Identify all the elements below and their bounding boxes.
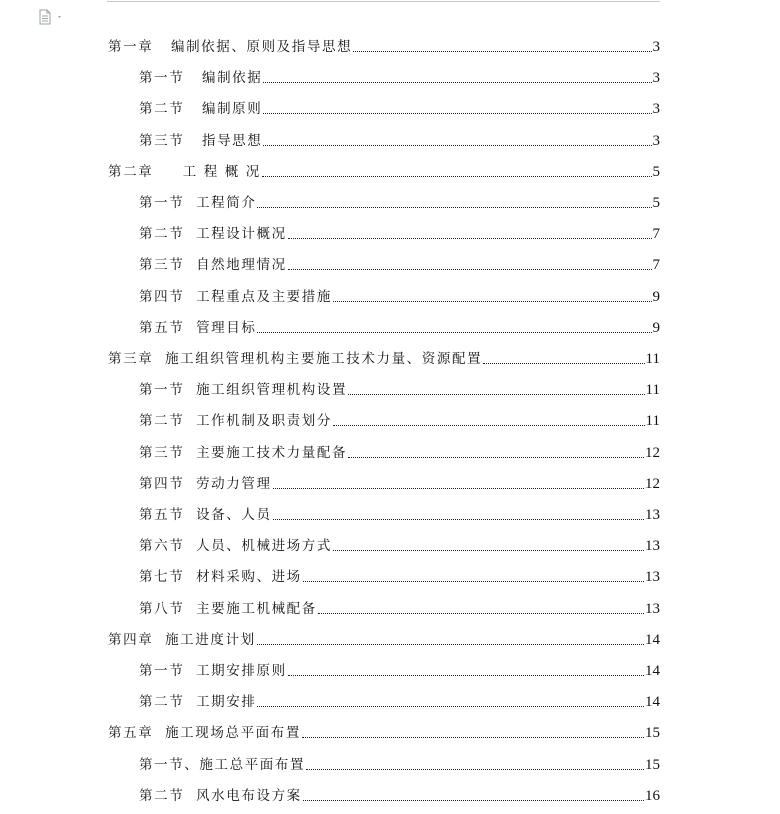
toc-entry-title: 第一节 工程简介 — [139, 195, 257, 211]
toc-entry-title: 第三章 施工组织管理机构主要施工技术力量、资源配置 — [108, 351, 483, 367]
toc-dot-leader — [333, 300, 652, 302]
toc-page-number: 12 — [645, 444, 660, 461]
toc-section-entry[interactable] — [139, 96, 660, 118]
toc-section-entry[interactable] — [139, 596, 660, 618]
toc-dot-leader — [288, 237, 652, 239]
toc-page-number: 9 — [652, 288, 660, 305]
toc-page-number: 3 — [652, 101, 660, 118]
toc-section-entry[interactable] — [139, 315, 660, 337]
toc-section-entry[interactable] — [139, 783, 660, 805]
toc-page-number: 13 — [645, 507, 660, 523]
toc-entry-title: 第一节 工期安排原则 — [139, 663, 287, 679]
toc-page-number: 14 — [645, 631, 660, 648]
toc-dot-leader — [348, 456, 644, 458]
toc-page-number: 11 — [645, 382, 660, 399]
toc-entry-title: 第二章 工 程 概 况 — [108, 163, 261, 180]
toc-entry-title: 第一节 编制依据 — [139, 70, 263, 87]
toc-entry-title: 第三节 指导思想 — [139, 132, 263, 149]
toc-entry-title: 第二节 工作机制及职责划分 — [139, 413, 332, 430]
toc-entry-title: 第二节 工期安排 — [139, 694, 257, 711]
toc-page-number: 11 — [645, 413, 660, 430]
toc-dot-leader — [263, 81, 651, 83]
toc-dot-leader — [483, 362, 644, 364]
toc-page-number: 13 — [645, 600, 660, 617]
chevron-down-icon — [58, 16, 61, 18]
toc-section-entry[interactable] — [139, 377, 660, 399]
toc-section-entry[interactable] — [139, 65, 660, 87]
toc-page-number: 5 — [652, 163, 660, 180]
toc-section-entry[interactable] — [139, 533, 660, 555]
toc-page-number: 14 — [645, 694, 660, 711]
toc-dot-leader — [273, 487, 644, 489]
toc-section-entry[interactable] — [139, 440, 660, 462]
toc-dot-leader — [263, 144, 651, 146]
toc-entry-title: 第二节 风水电布设方案 — [139, 787, 302, 804]
toc-dot-leader — [288, 674, 644, 676]
toc-entry-title: 第二节 编制原则 — [139, 101, 263, 118]
toc-page-number: 3 — [652, 39, 660, 55]
toc-section-entry[interactable] — [139, 658, 660, 680]
toc-section-entry[interactable] — [139, 471, 660, 493]
toc-page-number: 3 — [652, 132, 660, 149]
toc-page-number: 5 — [652, 195, 660, 211]
toc-dot-leader — [302, 736, 644, 738]
page-top-border — [107, 1, 660, 2]
toc-dot-leader — [348, 393, 644, 395]
toc-entry-title: 第三节 主要施工技术力量配备 — [139, 444, 348, 461]
toc-entry-title: 第四节 工程重点及主要措施 — [139, 288, 332, 305]
toc-dot-leader — [257, 206, 651, 208]
toc-page-number: 14 — [645, 663, 660, 679]
toc-page-number: 3 — [652, 70, 660, 87]
toc-dot-leader — [257, 331, 651, 333]
toc-chapter-entry[interactable] — [108, 159, 660, 181]
toc-page-number: 12 — [645, 475, 660, 492]
toc-page-number: 11 — [645, 351, 660, 367]
toc-section-entry[interactable] — [139, 284, 660, 306]
toc-chapter-entry[interactable] — [108, 720, 660, 742]
toc-page-number: 15 — [645, 725, 660, 742]
toc-dot-leader — [303, 580, 644, 582]
toc-section-entry[interactable] — [139, 128, 660, 150]
toc-entry-title: 第四节 劳动力管理 — [139, 475, 272, 492]
toc-dot-leader — [263, 112, 651, 114]
toc-chapter-entry[interactable] — [108, 346, 660, 368]
toc-page-number: 13 — [645, 569, 660, 586]
toc-entry-title: 第二节 工程设计概况 — [139, 226, 287, 243]
toc-dot-leader — [306, 768, 644, 770]
toc-page-number: 7 — [652, 226, 660, 243]
toc-page-number: 16 — [645, 787, 660, 804]
toc-page-number: 15 — [645, 756, 660, 773]
toc-entry-title: 第三节 自然地理情况 — [139, 257, 287, 274]
toc-entry-title: 第一节、施工总平面布置 — [139, 756, 306, 773]
toc-entry-title: 第一章 编制依据、原则及指导思想 — [108, 39, 353, 55]
toc-dot-leader — [257, 643, 644, 645]
document-icon[interactable] — [38, 9, 64, 25]
toc-dot-leader — [303, 799, 644, 801]
toc-page-number: 7 — [652, 257, 660, 274]
toc-chapter-entry[interactable] — [108, 627, 660, 649]
toc-dot-leader — [288, 268, 652, 270]
toc-entry-title: 第四章 施工进度计划 — [108, 631, 256, 648]
toc-page-number: 13 — [645, 538, 660, 555]
toc-section-entry[interactable] — [139, 752, 660, 774]
toc-section-entry[interactable] — [139, 689, 660, 711]
toc-entry-title: 第五节 设备、人员 — [139, 507, 272, 523]
toc-entry-title: 第五章 施工现场总平面布置 — [108, 725, 301, 742]
toc-dot-leader — [273, 518, 644, 520]
toc-entry-title: 第五节 管理目标 — [139, 319, 257, 336]
toc-section-entry[interactable] — [139, 408, 660, 430]
toc-entry-title: 第八节 主要施工机械配备 — [139, 600, 317, 617]
toc-dot-leader — [333, 424, 645, 426]
toc-section-entry[interactable] — [139, 221, 660, 243]
toc-entry-title: 第七节 材料采购、进场 — [139, 569, 302, 586]
toc-section-entry[interactable] — [139, 252, 660, 274]
toc-entry-title: 第六节 人员、机械进场方式 — [139, 538, 332, 555]
toc-entry-title: 第一节 施工组织管理机构设置 — [139, 382, 348, 399]
toc-dot-leader — [257, 705, 644, 707]
toc-section-entry[interactable] — [139, 190, 660, 212]
toc-section-entry[interactable] — [139, 564, 660, 586]
toc-dot-leader — [318, 612, 644, 614]
toc-dot-leader — [262, 175, 652, 177]
toc-chapter-entry[interactable] — [108, 34, 660, 56]
toc-dot-leader — [353, 50, 651, 52]
toc-section-entry[interactable] — [139, 502, 660, 524]
toc-page-number: 9 — [652, 319, 660, 336]
toc-dot-leader — [333, 549, 644, 551]
